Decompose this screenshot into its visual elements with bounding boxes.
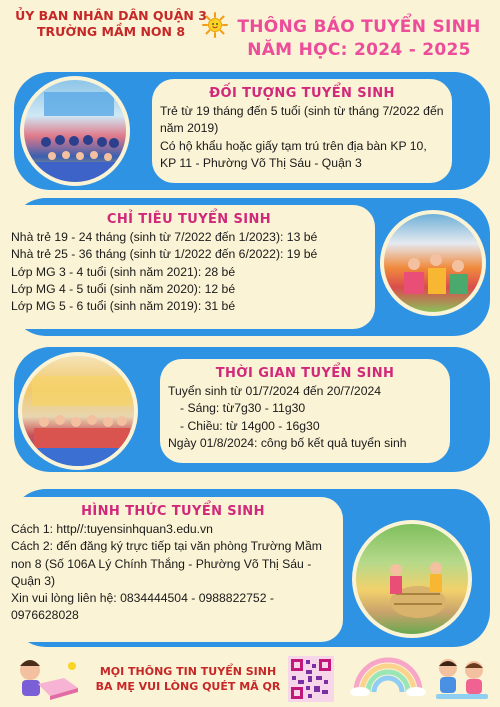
quota-item: Nhà trẻ 19 - 24 tháng (sinh từ 7/2022 đến 1/2023): 13 bé (11, 230, 318, 244)
school-header (6, 8, 216, 40)
card-hinh-thuc (3, 497, 343, 642)
children-icon (428, 654, 496, 702)
outdoor-group-photo (18, 352, 138, 470)
morning-hours: - Sáng: từ7g30 - 11g30 (180, 401, 306, 416)
qr-instruction-line-1: MỌI THÔNG TIN TUYỂN SINH (99, 665, 277, 678)
section-title: HÌNH THỨC TUYỂN SINH (81, 504, 265, 519)
quota-item: Nhà trẻ 25 - 36 tháng (sinh từ 1/2022 đến 6/2022): 19 bé (11, 247, 318, 262)
qr-instruction-line-2: BA MẸ VUI LÒNG QUÉT MÃ QR (95, 680, 281, 693)
method-in-person: Cách 2: đến đăng ký trực tiếp tại văn phòng Trường Mầm non 8 (Số 106A Lý Chính Thắng - Phường Võ Thị Sáu - Quận 3) (11, 539, 322, 588)
result-announcement: Ngày 01/8/2024: công bố kết quả tuyển sinh (168, 435, 407, 450)
card-chi-tieu (3, 205, 375, 329)
card-thoi-gian (160, 359, 450, 463)
title-line-2: NĂM HỌC: 2024 - 2025 (247, 40, 471, 60)
contact-phones: Xin vui lòng liên hệ: 0834444504 - 0988822752 - 0976628028 (11, 591, 274, 623)
title-line-1: THÔNG BÁO TUYỂN SINH (237, 17, 481, 37)
qr-instruction (88, 664, 288, 694)
quota-item: Lớp MG 4 - 5 tuổi (sinh năm 2020): 12 bé (11, 281, 236, 296)
section-title: ĐỐI TƯỢNG TUYỂN SINH (209, 86, 395, 101)
reading-child-icon (4, 654, 86, 704)
eligibility-age: Trẻ từ 19 tháng đến 5 tuổi (sinh từ tháng 7/2022 đến năm 2019) (160, 104, 444, 136)
enrollment-period: Tuyển sinh từ 01/7/2024 đến 20/7/2024 (168, 384, 382, 398)
eligibility-residence: Có hộ khẩu hoặc giấy tạm trú trên địa bàn KP 10, KP 11 - Phường Võ Thị Sáu - Quận 3 (160, 138, 427, 170)
graduation-photo (20, 76, 130, 186)
method-online: Cách 1: http//:tuyensinhquan3.edu.vn (11, 522, 213, 536)
afternoon-hours: - Chiều: từ 14g00 - 16g30 (180, 418, 320, 433)
rainbow-icon (350, 652, 426, 696)
card-doi-tuong (152, 79, 452, 183)
quota-item: Lớp MG 3 - 4 tuổi (sinh năm 2021): 28 bé (11, 264, 236, 279)
quota-item: Lớp MG 5 - 6 tuổi (sinh năm 2019): 31 bé (11, 299, 236, 314)
section-title: THỜI GIAN TUYỂN SINH (215, 366, 395, 381)
qr-code-icon[interactable] (288, 656, 334, 702)
announcement-title (224, 16, 494, 62)
section-title: CHỈ TIÊU TUYỂN SINH (106, 212, 272, 227)
org-name: ỦY BAN NHÂN DÂN QUẬN 3 (15, 8, 207, 23)
classroom-photo (380, 210, 486, 316)
school-name: TRƯỜNG MẦM NON 8 (36, 24, 186, 39)
playground-photo (352, 520, 472, 638)
